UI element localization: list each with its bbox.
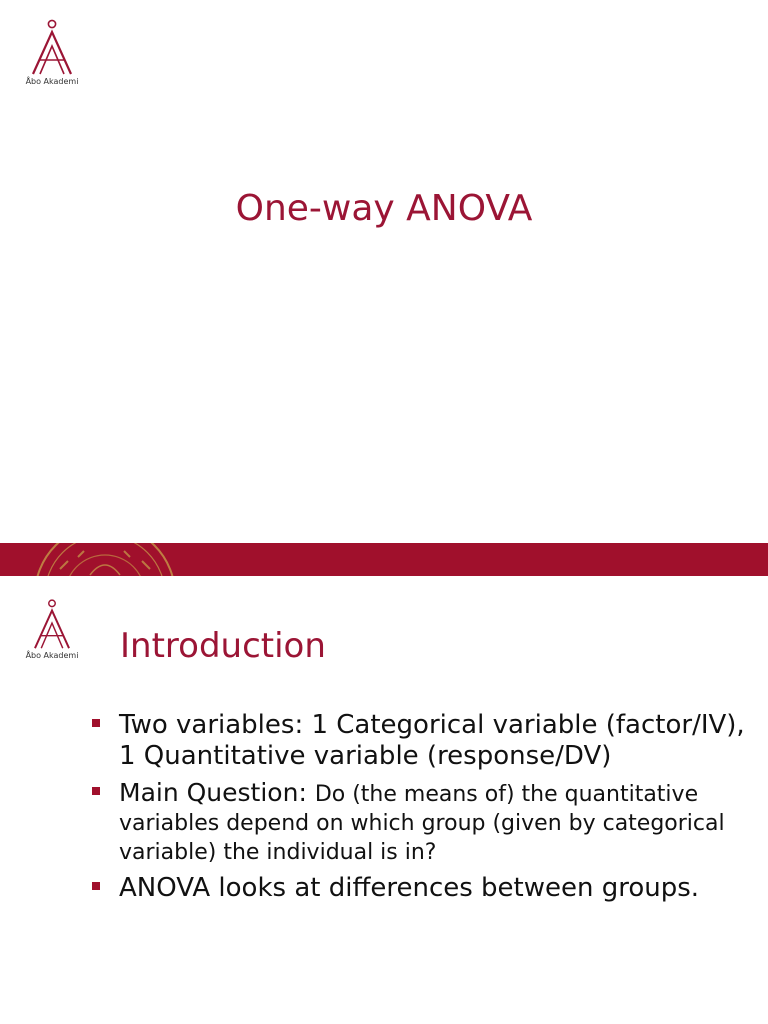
bullet-list bbox=[92, 710, 752, 910]
bullet-marker-icon bbox=[92, 787, 100, 795]
bullet-item bbox=[92, 873, 752, 904]
slide-title: One-way ANOVA bbox=[235, 188, 533, 229]
bullet-item bbox=[92, 710, 752, 772]
bullet-text: Do (the means of) the quantitative variables depend on which group (given by categorical variable) the individual is in? bbox=[119, 782, 725, 865]
bullet-marker-icon bbox=[92, 719, 100, 727]
logo-text: Åbo Akademi bbox=[25, 77, 79, 86]
university-crest-icon bbox=[30, 18, 74, 76]
bullet-item bbox=[92, 778, 752, 867]
university-crest-icon bbox=[30, 598, 74, 650]
bullet-text: Two variables: 1 Categorical variable (factor/IV), 1 Quantitative variable (response/DV) bbox=[119, 710, 745, 771]
slide-title: Introduction bbox=[120, 626, 326, 666]
seal-emblem-icon bbox=[20, 543, 190, 576]
abo-akademi-logo bbox=[20, 598, 84, 660]
bullet-text: ANOVA looks at differences between groups. bbox=[119, 873, 700, 903]
bullet-marker-icon bbox=[92, 882, 100, 890]
logo-text: Åbo Akademi bbox=[25, 651, 79, 660]
footer-band bbox=[0, 543, 768, 576]
bullet-lead-text: Main Question: bbox=[119, 778, 315, 807]
abo-akademi-logo bbox=[20, 18, 84, 86]
